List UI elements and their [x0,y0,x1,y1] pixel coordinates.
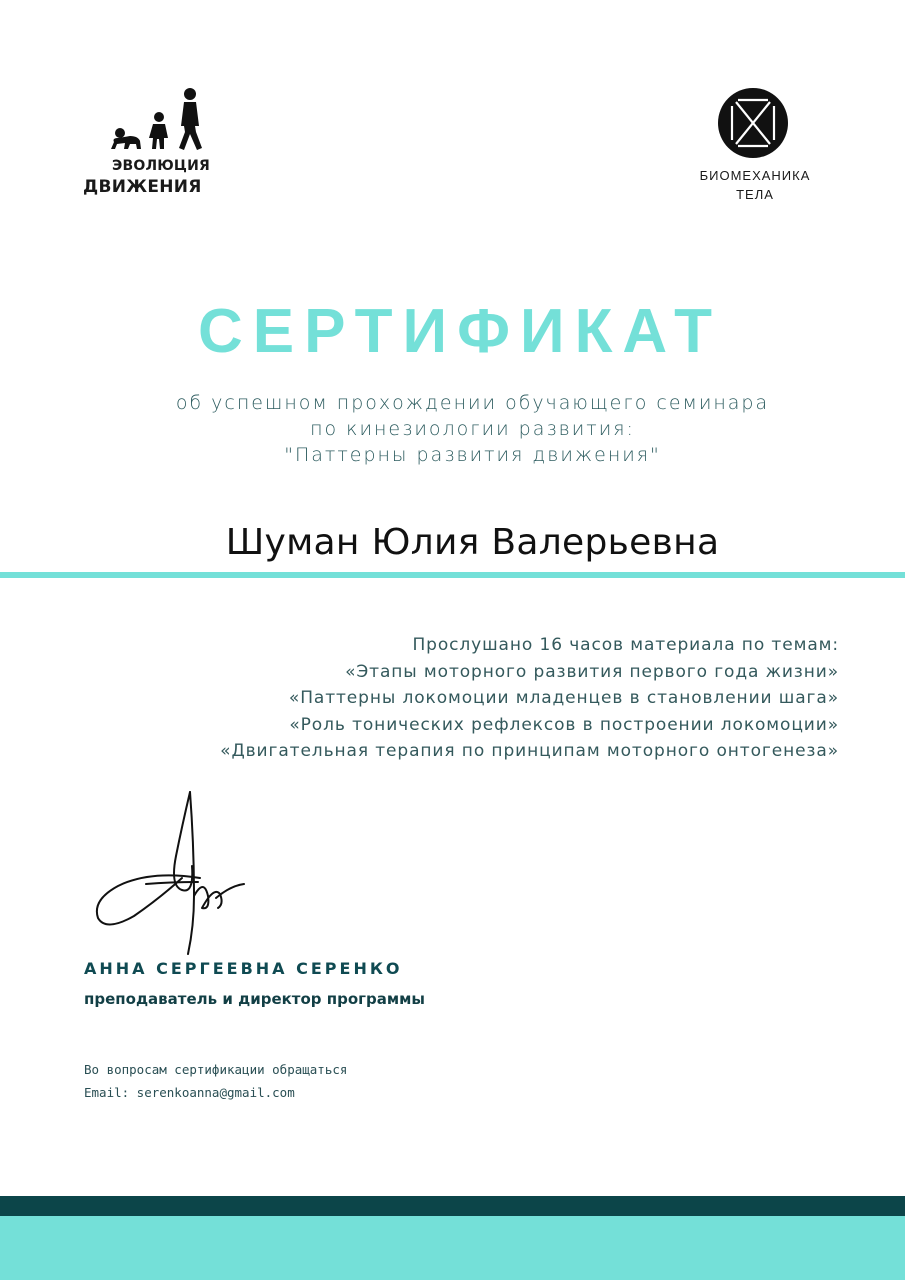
signer-role: преподаватель и директор программы [84,990,425,1008]
signer-name: АННА СЕРГЕЕВНА СЕРЕНКО [84,959,403,978]
topic-item: «Паттерны локомоции младенцев в становлении шага» [288,688,839,708]
logo-body-biomechanics [680,86,830,211]
certificate-title: СЕРТИФИКАТ [198,297,722,366]
topic-item: «Двигательная терапия по принципам моторного онтогенеза» [220,741,839,761]
subtitle-line: "Паттерны развития движения" [284,444,661,466]
footer-band-light [0,1216,905,1280]
topics-intro: Прослушано 16 часов материала по темам: [412,635,839,655]
certificate-subtitle [0,390,905,468]
topic-item: «Этапы моторного развития первого года жизни» [345,661,839,682]
subtitle-line: по кинезиологии развития: [310,418,635,440]
logo-right-text [680,166,830,204]
recipient-underline [0,572,905,578]
footer-band-dark [0,1196,905,1216]
topics-list [220,632,839,765]
subtitle-line: об успешном прохождении обучающего семинара [175,392,770,414]
contact-email[interactable]: Email: serenkoanna@gmail.com [84,1085,295,1100]
logo-left-line1: ЭВОЛЮЦИЯ [112,158,210,174]
recipient-name: Шуман Юлия Валерьевна [225,522,720,563]
logo-right-line2: ТЕЛА [736,187,774,202]
logo-left-line2: ДВИЖЕНИЯ [83,177,202,197]
contact-info [84,1058,347,1104]
biomechanics-emblem-icon [716,86,790,160]
evolution-figures-icon [108,86,203,152]
topic-item: «Роль тонических рефлексов в построении локомоции» [289,714,839,735]
logo-evolution-of-movement [78,86,218,201]
handwritten-signature [90,786,255,956]
logo-right-line1: БИОМЕХАНИКА [699,168,811,183]
contact-line: Во вопросам сертификации обращаться [84,1062,348,1077]
